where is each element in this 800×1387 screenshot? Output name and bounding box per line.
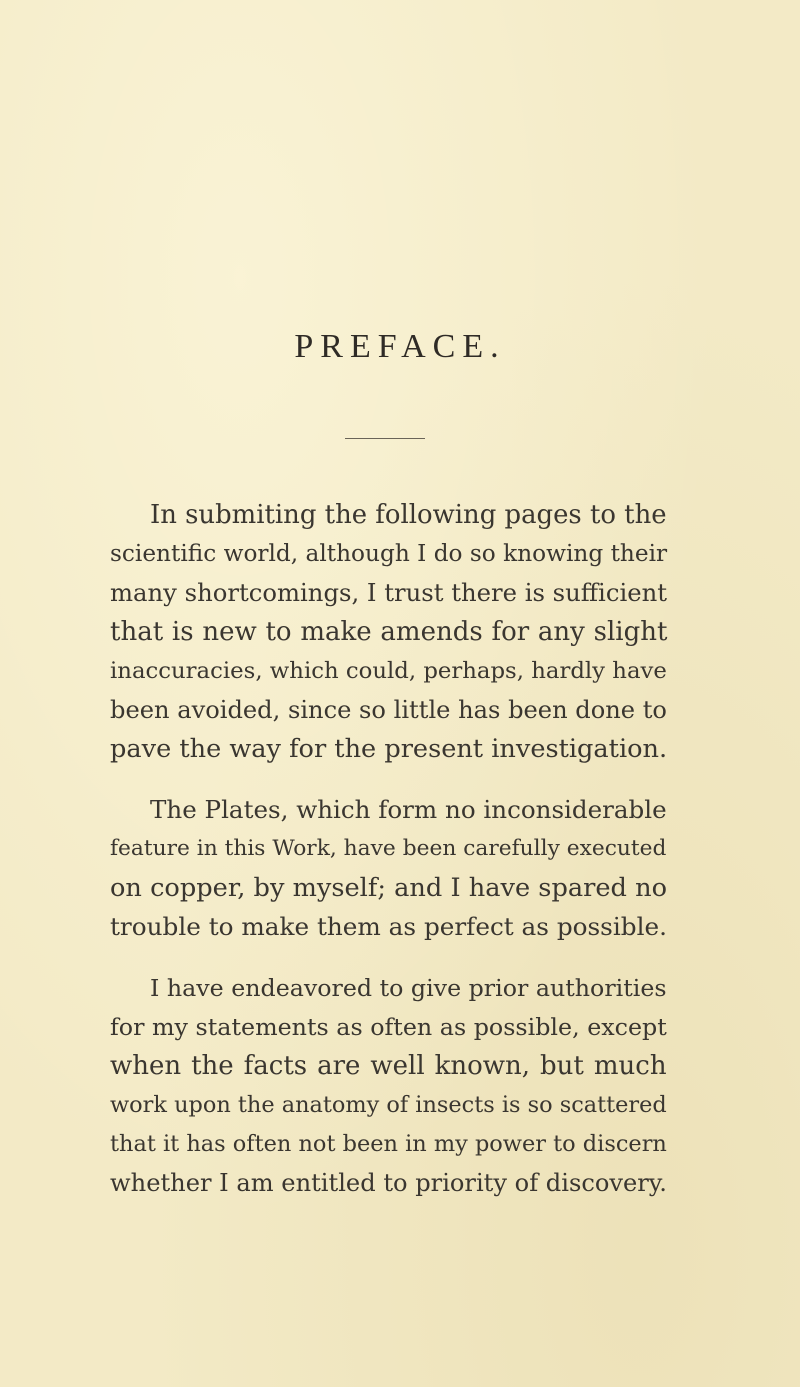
paragraph-line: when the facts are well known, but much <box>110 1051 667 1081</box>
paragraph-line: been avoided, since so little has been done to <box>110 696 667 724</box>
paragraph-line-last: pave the way for the present investigation. <box>110 734 668 764</box>
paragraph-line: In submiting the following pages to the <box>150 500 667 530</box>
paragraph-line: that is new to make amends for any slight <box>110 617 668 647</box>
paragraph-line-last: trouble to make them as perfect as possible. <box>110 912 667 941</box>
paragraph-line: I have endeavored to give prior authorities <box>150 974 667 1002</box>
title-divider <box>345 438 425 439</box>
page-title: PREFACE. <box>294 328 506 365</box>
paragraph-line: work upon the anatomy of insects is so scattered <box>110 1092 667 1118</box>
paragraph-line: feature in this Work, have been carefully executed <box>110 836 667 861</box>
paragraph-line: inaccuracies, which could, perhaps, hardly have <box>110 658 667 684</box>
paragraph-line: scientific world, although I do so knowing their <box>110 540 668 567</box>
paragraph-line: on copper, by myself; and I have spared no <box>110 873 668 903</box>
paragraph-line-last: whether I am entitled to priority of discovery. <box>110 1169 667 1197</box>
paragraph-line: that it has often not been in my power to discern <box>110 1131 667 1157</box>
paragraph-line: The Plates, which form no inconsiderable <box>150 795 667 824</box>
paragraph-line: many shortcomings, I trust there is sufficient <box>110 578 668 607</box>
paragraph-line: for my statements as often as possible, except <box>110 1013 667 1041</box>
